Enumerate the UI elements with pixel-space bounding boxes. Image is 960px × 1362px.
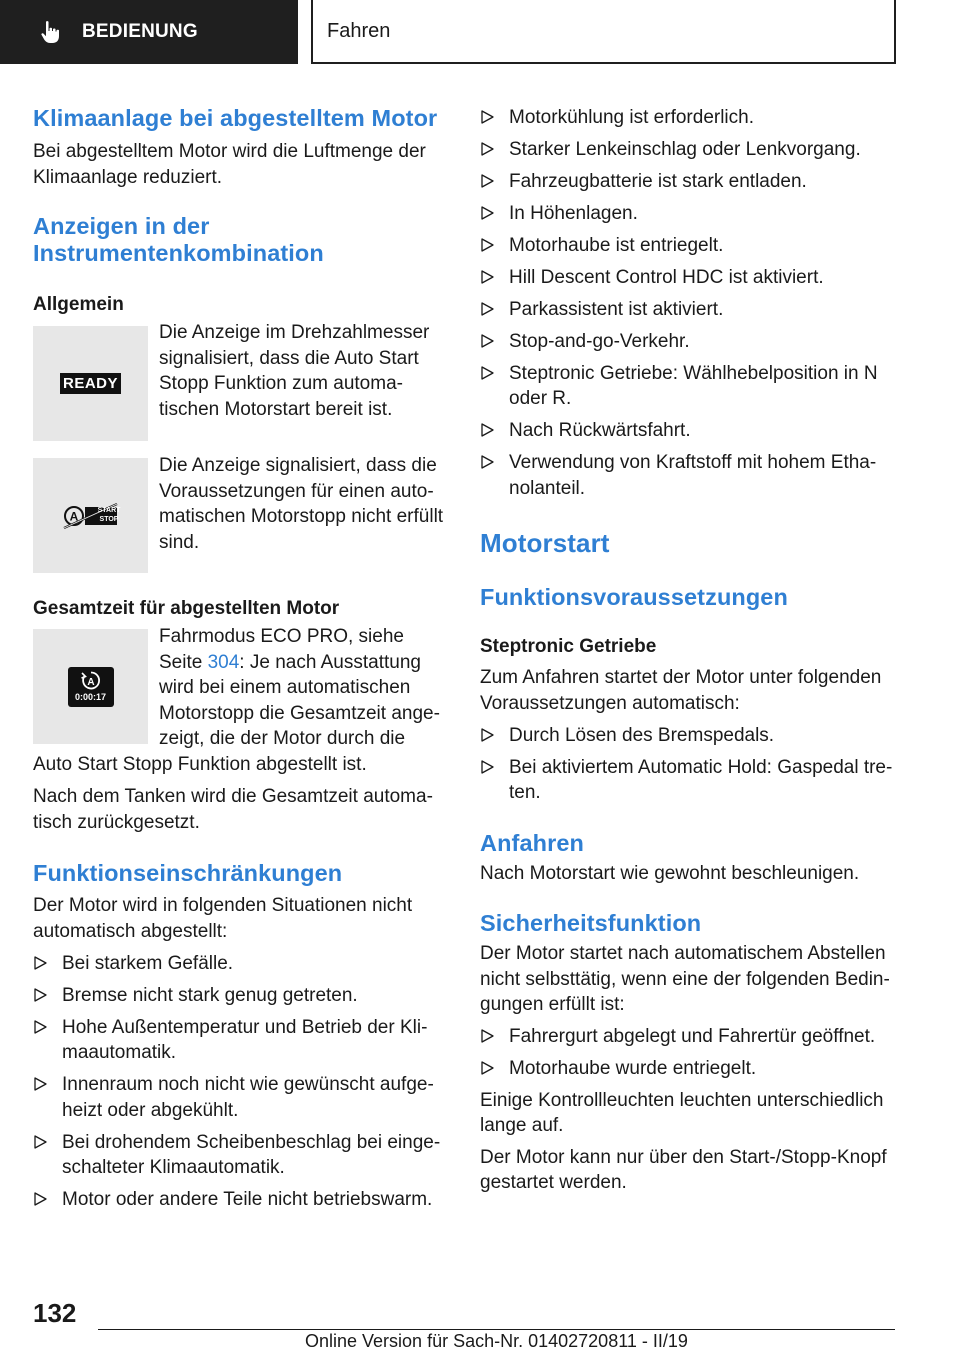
section-label: BEDIENUNG: [82, 21, 198, 42]
list-item-text: Innenraum noch nicht wie gewünscht aufgeheizt oder abgekühlt.: [62, 1074, 434, 1121]
triangle-bullet-icon: [481, 302, 494, 316]
triangle-bullet-icon: [481, 1061, 494, 1075]
heading-funktionsvoraussetzungen: Funktionsvoraussetzungen: [480, 584, 788, 610]
triangle-bullet-icon: [481, 110, 494, 124]
list-item: [480, 201, 894, 227]
auto-start-stop-icon: [80, 671, 102, 691]
list-item: [33, 1130, 447, 1181]
triangle-bullet-icon: [481, 142, 494, 156]
paragraph-sicherheitsfunktion: Der Motor startet nach automatischem Abstellen nicht selbsttätig, wenn eine der folgenden Bedingungen erfüllt ist:: [480, 943, 890, 1015]
total-time-image: [33, 629, 148, 744]
triangle-bullet-icon: [481, 423, 494, 437]
list-item: [480, 233, 894, 259]
svg-text:A: A: [69, 509, 78, 523]
figure-gesamtzeit-row: [33, 624, 447, 777]
list-item: [480, 265, 894, 291]
ready-indicator-image: [33, 326, 148, 441]
list-item: [480, 137, 894, 163]
ready-badge: READY: [60, 373, 121, 394]
section-tab: [0, 0, 298, 64]
list-item: [480, 450, 894, 501]
restrictions-list: [33, 951, 447, 1213]
heading-steptronic: Steptronic Getriebe: [480, 636, 657, 657]
footer-divider: [98, 1329, 895, 1330]
list-item-text: Durch Lösen des Bremspedals.: [509, 724, 775, 746]
figure-gesamtzeit-text: Fahrmodus ECO PRO, siehe Seite 304: Je nach Ausstattung wird bei einem automatischen Motorstopp die Gesamtzeit angezeigt, die der Motor durch die: [159, 626, 440, 749]
list-item-text: Hill Descent Control HDC ist aktiviert.: [509, 266, 824, 288]
list-item-text: Parkassistent ist aktiviert.: [509, 298, 724, 320]
list-item: [33, 1187, 447, 1213]
triangle-bullet-icon: [481, 366, 494, 380]
heading-klimaanlage: Klimaanlage bei abgestelltem Motor: [33, 105, 438, 131]
triangle-bullet-icon: [34, 1135, 47, 1149]
triangle-bullet-icon: [481, 174, 494, 188]
paragraph-klimaanlage: Bei abgestelltem Motor wird die Luftmenge der Klimaanlage reduziert.: [33, 141, 426, 188]
list-item: [480, 1056, 894, 1082]
list-item: [480, 105, 894, 131]
paragraph-steptronic: Zum Anfahren startet der Motor unter folgenden Voraussetzungen automatisch:: [480, 667, 882, 714]
triangle-bullet-icon: [481, 728, 494, 742]
heading-sicherheitsfunktion: Sicherheitsfunktion: [480, 910, 702, 936]
triangle-bullet-icon: [34, 1192, 47, 1206]
triangle-bullet-icon: [481, 270, 494, 284]
list-item-text: Hohe Außentemperatur und Betrieb der Klimaautomatik.: [62, 1016, 428, 1063]
safety-conditions-list: [480, 1024, 894, 1082]
heading-anzeigen: Anzeigen in der Instrumentenkombination: [33, 213, 324, 266]
chapter-label: Fahren: [327, 19, 391, 42]
paragraph-kontrollleuchten: Einige Kontrollleuchten leuchten unterschiedlich lange auf.: [480, 1089, 884, 1136]
list-item-text: Bei starkem Gefälle.: [62, 952, 234, 974]
list-item-text: Bei aktiviertem Automatic Hold: Gaspedal treten.: [509, 756, 893, 803]
figure-startstop-text: Die Anzeige signalisiert, dass die Voraussetzungen für einen automatischen Motorstopp nicht erfüllt sind.: [159, 455, 444, 553]
heading-funktionseinschraenkungen: Funktionseinschränkungen: [33, 860, 343, 886]
list-item-text: Motorhaube ist entriegelt.: [509, 234, 724, 256]
list-item: [480, 755, 894, 806]
list-item-text: Motorkühlung ist erforderlich.: [509, 106, 754, 128]
right-column: [480, 100, 894, 1196]
list-item: [480, 169, 894, 195]
triangle-bullet-icon: [481, 334, 494, 348]
list-item-text: In Höhenlagen.: [509, 202, 638, 224]
footer-version-text: Online Version für Sach-Nr. 01402720811 - II/19: [305, 1331, 688, 1351]
svg-text:A: A: [86, 677, 95, 688]
list-item-text: Starker Lenkeinschlag oder Lenkvorgang.: [509, 138, 861, 160]
triangle-bullet-icon: [481, 1029, 494, 1043]
list-item: [33, 1072, 447, 1123]
page-link-304[interactable]: 304: [207, 651, 240, 673]
paragraph-start-stop-knopf: Der Motor kann nur über den Start-/Stopp-Knopf gestartet werden.: [480, 1146, 887, 1193]
list-item-text: Motor oder andere Teile nicht betriebswarm.: [62, 1189, 433, 1210]
triangle-bullet-icon: [34, 956, 47, 970]
list-item-text: Stop-and-go-Verkehr.: [509, 330, 690, 352]
triangle-bullet-icon: [481, 760, 494, 774]
list-item-text: Bei drohendem Scheibenbeschlag bei eingeschalteter Klimaautomatik.: [62, 1131, 441, 1178]
triangle-bullet-icon: [34, 1077, 47, 1091]
heading-motorstart: Motorstart: [480, 528, 610, 558]
list-item-text: Motorhaube wurde entriegelt.: [509, 1058, 757, 1079]
page-number: 132: [33, 1298, 77, 1328]
heading-allgemein: Allgemein: [33, 294, 124, 315]
list-item-text: Verwendung von Kraftstoff mit hohem Ethanolanteil.: [509, 452, 877, 499]
figure-ready-row: [33, 320, 447, 453]
list-item: [33, 951, 447, 977]
list-item-text: Steptronic Getriebe: Wählhebelposition in N oder R.: [509, 362, 878, 409]
triangle-bullet-icon: [481, 455, 494, 469]
paragraph-anfahren: Nach Motorstart wie gewohnt beschleunigen.: [480, 862, 860, 884]
triangle-bullet-icon: [481, 206, 494, 220]
list-item-text: Fahrzeugbatterie ist stark entladen.: [509, 170, 807, 192]
list-item: [480, 723, 894, 749]
startstop-labels: START STOP: [97, 507, 121, 523]
chapter-tab: [311, 0, 896, 64]
list-item-text: Bremse nicht stark genug getreten.: [62, 984, 358, 1006]
paragraph-einschraenkungen: Der Motor wird in folgenden Situationen nicht automatisch abgestellt:: [33, 895, 413, 942]
triangle-bullet-icon: [481, 238, 494, 252]
figure-gesamtzeit-text-continued: Auto Start Stopp Funktion abgestellt ist.: [33, 753, 367, 775]
triangle-bullet-icon: [34, 988, 47, 1002]
start-conditions-list: [480, 723, 894, 806]
list-item: [480, 297, 894, 323]
startstop-off-image: [33, 458, 148, 573]
list-item: [33, 1015, 447, 1066]
list-item: [480, 1024, 894, 1050]
restrictions-list-continued: [480, 105, 894, 502]
figure-ready-text: Die Anzeige im Drehzahlmesser signalisiert, dass die Auto Start Stopp Funktion zum automatischen Motorstart bereit ist.: [159, 322, 430, 420]
list-item: [480, 418, 894, 444]
hand-pointer-icon: [40, 20, 62, 44]
list-item: [480, 329, 894, 355]
list-item-text: Fahrergurt abgelegt und Fahrertür geöffnet.: [509, 1026, 876, 1047]
figure-startstop-row: [33, 453, 447, 590]
left-column: [33, 100, 447, 1213]
heading-anfahren: Anfahren: [480, 829, 584, 856]
list-item-text: Nach Rückwärtsfahrt.: [509, 420, 691, 441]
total-time-display: A 0:00:17: [68, 667, 114, 707]
triangle-bullet-icon: [34, 1020, 47, 1034]
paragraph-tanken: Nach dem Tanken wird die Gesamtzeit automatisch zurückgesetzt.: [33, 786, 433, 833]
list-item: [33, 983, 447, 1009]
heading-gesamtzeit: Gesamtzeit für abgestellten Motor: [33, 598, 340, 619]
list-item: [480, 361, 894, 412]
